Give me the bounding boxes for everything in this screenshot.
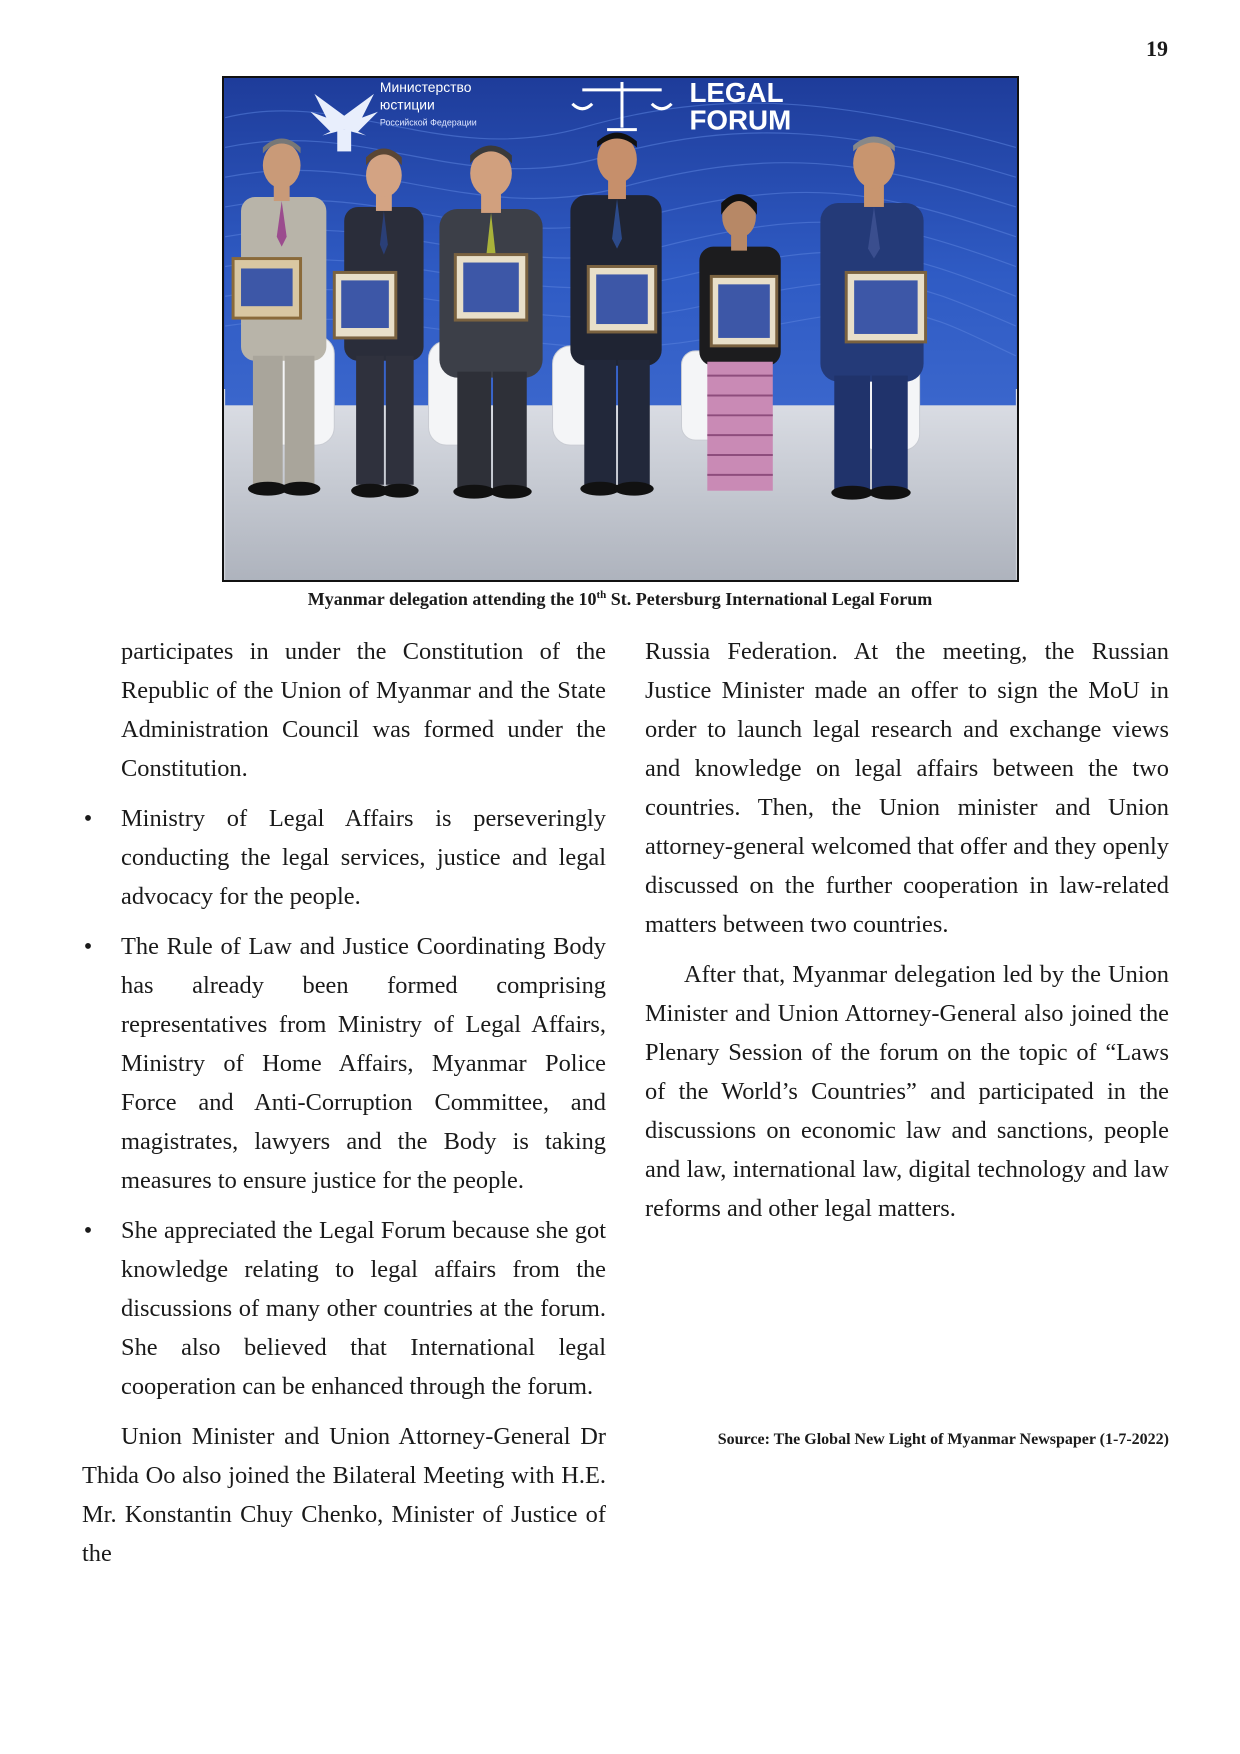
bullet-text: Ministry of Legal Affairs is perseveringly conducting the legal services, justice and legal advocacy for the people. (121, 805, 606, 910)
bullet-dot-icon: • (83, 1217, 93, 1244)
bullet-text: The Rule of Law and Justice Coordinating Body has already been formed comprising representatives from Ministry of Legal Affairs, Ministry of Home Affairs, Myanmar Police Force and Anti-Corruption Committee, and magistrates, lawyers and the Body is taking measures to ensure justice for the people. (121, 933, 606, 1194)
bullet-text: She appreciated the Legal Forum because she got knowledge relating to legal affairs from the discussions of many other countries at the forum. She also believed that International legal cooperation can be enhanced through the forum. (121, 1217, 606, 1400)
plenary-paragraph: After that, Myanmar delegation led by the Union Minister and Union Attorney-General also joined the Plenary Session of the forum on the topic of “Laws of the World’s Countries” and participated in the discussions on economic law and sanctions, people and law, international law, digital technology and law reforms and other legal matters. (645, 961, 1169, 1222)
left-column (82, 632, 606, 1573)
legal-forum-text-1: LEGAL (689, 78, 784, 108)
ministry-text-2: юстиции (379, 96, 435, 113)
bullet-item (82, 799, 606, 916)
ministry-text-1: Министерство (379, 78, 472, 95)
page-number: 19 (1146, 36, 1168, 61)
source-citation: Source: The Global New Light of Myanmar Newspaper (1-7-2022) (717, 1431, 1169, 1448)
bullet-item (82, 1211, 606, 1406)
caption-text-end: St. Petersburg International Legal Forum (606, 589, 933, 609)
ministry-text-3: Российской Федерации (379, 117, 477, 128)
intro-paragraph: participates in under the Constitution of the Republic of the Union of Myanmar and the State Administration Council was formed under the Constitution. (121, 638, 606, 782)
photo-caption (0, 589, 1240, 610)
caption-superscript: th (596, 589, 607, 601)
photo-illustration (224, 78, 1017, 580)
delegation-photo (222, 76, 1019, 582)
bullet-dot-icon: • (83, 933, 93, 960)
caption-text-start: Myanmar delegation attending the 10 (307, 589, 597, 609)
bullet-item (82, 927, 606, 1200)
bullet-dot-icon: • (83, 805, 93, 832)
closing-paragraph: Union Minister and Union Attorney-General Dr Thida Oo also joined the Bilateral Meeting with H.E. Mr. Konstantin Chuy Chenko, Minister of Justice of the (82, 1423, 606, 1567)
right-column (645, 632, 1169, 1228)
bilateral-paragraph: Russia Federation. At the meeting, the Russian Justice Minister made an offer to sign the MoU in order to launch legal research and exchange views and knowledge on legal affairs between the two countries. Then, the Union minister and Union attorney-general welcomed that offer and they openly discussed on the further cooperation in law-related matters between two countries. (645, 638, 1169, 938)
legal-forum-text-2: FORUM (689, 104, 792, 136)
bullet-list (82, 799, 606, 1406)
